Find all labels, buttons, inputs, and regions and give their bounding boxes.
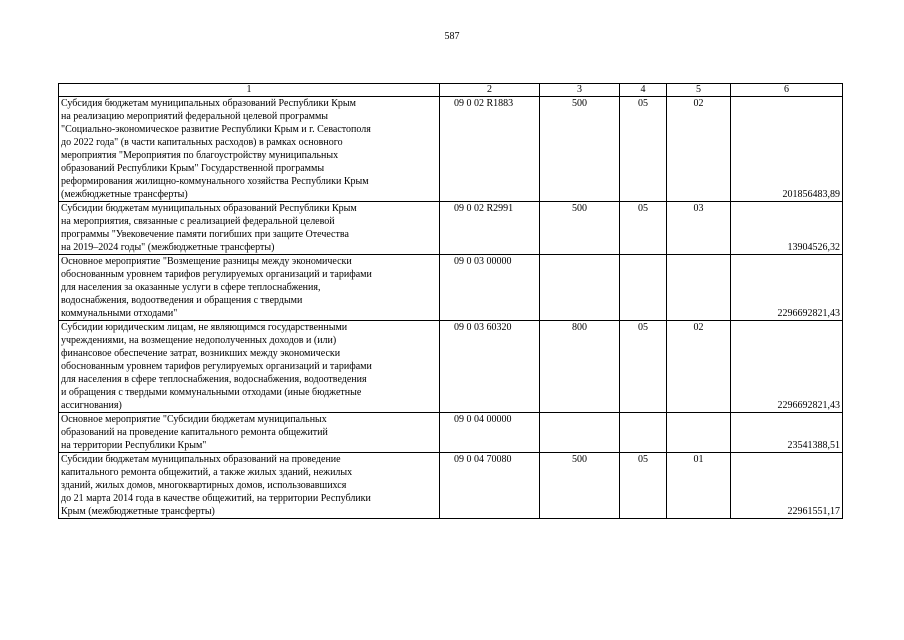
row-name: [59, 413, 440, 453]
table-row: [59, 202, 843, 255]
row-name-line: (межбюджетные трансферты): [61, 189, 188, 200]
row-amount: 201856483,89: [731, 97, 843, 202]
row-section: [620, 255, 667, 321]
budget-table: [58, 83, 843, 519]
row-code: 09 0 02 R1883: [440, 97, 540, 202]
table-row: [59, 97, 843, 202]
row-subsection: 02: [667, 97, 731, 202]
row-expense-type: 500: [540, 202, 620, 255]
row-amount: 13904526,32: [731, 202, 843, 255]
table-header-row: [59, 84, 843, 97]
row-name-line: на 2019–2024 годы" (межбюджетные трансферты): [61, 242, 275, 253]
table-row: [59, 255, 843, 321]
table-row: [59, 413, 843, 453]
table-row: [59, 453, 843, 519]
row-expense-type: 500: [540, 453, 620, 519]
row-expense-type: [540, 255, 620, 321]
row-name-line: коммунальными отходами": [61, 308, 178, 319]
page-number: 587: [444, 31, 460, 42]
column-header: 1: [59, 84, 440, 97]
row-amount: 22961551,17: [731, 453, 843, 519]
row-name: [59, 321, 440, 413]
row-name-line: капитального ремонта общежитий, а также жилых зданий, нежилых: [61, 467, 353, 478]
row-name: [59, 255, 440, 321]
row-code: 09 0 02 R2991: [440, 202, 540, 255]
row-section: 05: [620, 97, 667, 202]
row-name-line: и обращения с твердыми коммунальными отходами (иные бюджетные: [61, 387, 362, 398]
row-name-line: Основное мероприятие "Субсидии бюджетам муниципальных: [61, 414, 327, 425]
column-header: 3: [540, 84, 620, 97]
row-name-line: "Социально-экономическое развитие Республики Крым и г. Севастополя: [61, 124, 371, 135]
row-name: [59, 97, 440, 202]
row-subsection: 03: [667, 202, 731, 255]
row-expense-type: 800: [540, 321, 620, 413]
row-name-line: до 2022 года" (в части капитальных расходов) в рамках основного: [61, 137, 343, 148]
row-name-line: для населения за оказанные услуги в сфере теплоснабжения,: [61, 282, 321, 293]
row-name-line: на территории Республики Крым": [61, 440, 207, 451]
row-name: [59, 202, 440, 255]
row-section: 05: [620, 202, 667, 255]
table-row: [59, 321, 843, 413]
row-name-line: программы "Увековечение памяти погибших при защите Отечества: [61, 229, 349, 240]
row-section: 05: [620, 321, 667, 413]
row-name-line: образований на проведение капитального ремонта общежитий: [61, 427, 328, 438]
column-header: 2: [440, 84, 540, 97]
row-name-line: образований Республики Крым" Государственной программы: [61, 163, 325, 174]
row-name-line: Субсидии юридическим лицам, не являющимся государственными: [61, 322, 348, 333]
row-name-line: на мероприятия, связанные с реализацией федеральной целевой: [61, 216, 335, 227]
row-name-line: обоснованным уровнем тарифов регулируемых организаций и тарифами: [61, 361, 372, 372]
row-name: [59, 453, 440, 519]
row-name-line: Субсидии бюджетам муниципальных образований на проведение: [61, 454, 341, 465]
row-name-line: водоснабжения, водоотведения и обращения с твердыми: [61, 295, 303, 306]
row-amount: 23541388,51: [731, 413, 843, 453]
column-header: 4: [620, 84, 667, 97]
row-expense-type: 500: [540, 97, 620, 202]
row-code: 09 0 04 00000: [440, 413, 540, 453]
row-name-line: учреждениями, на возмещение недополученных доходов и (или): [61, 335, 337, 346]
row-name-line: обоснованным уровнем тарифов регулируемых организаций и тарифами: [61, 269, 372, 280]
row-subsection: 02: [667, 321, 731, 413]
row-name-line: Субсидии бюджетам муниципальных образований Республики Крым: [61, 203, 357, 214]
row-code: 09 0 03 00000: [440, 255, 540, 321]
row-name-line: для населения в сфере теплоснабжения, водоснабжения, водоотведения: [61, 374, 367, 385]
row-name-line: до 21 марта 2014 года в качестве общежитий, на территории Республики: [61, 493, 371, 504]
row-subsection: [667, 255, 731, 321]
row-name-line: на реализацию мероприятий федеральной целевой программы: [61, 111, 329, 122]
row-name-line: ассигнования): [61, 400, 122, 411]
column-header: 6: [731, 84, 843, 97]
row-subsection: [667, 413, 731, 453]
row-name-line: Крым (межбюджетные трансферты): [61, 506, 215, 517]
row-name-line: мероприятия "Мероприятия по благоустройству муниципальных: [61, 150, 339, 161]
row-code: 09 0 04 70080: [440, 453, 540, 519]
row-name-line: зданий, жилых домов, многоквартирных домов, использовавшихся: [61, 480, 347, 491]
row-expense-type: [540, 413, 620, 453]
row-section: [620, 413, 667, 453]
row-code: 09 0 03 60320: [440, 321, 540, 413]
row-name-line: реформирования жилищно-коммунального хозяйства Республики Крым: [61, 176, 369, 187]
row-subsection: 01: [667, 453, 731, 519]
column-header: 5: [667, 84, 731, 97]
row-name-line: финансовое обеспечение затрат, возникших между экономически: [61, 348, 341, 359]
row-amount: 2296692821,43: [731, 255, 843, 321]
row-name-line: Основное мероприятие "Возмещение разницы между экономически: [61, 256, 352, 267]
row-section: 05: [620, 453, 667, 519]
row-amount: 2296692821,43: [731, 321, 843, 413]
row-name-line: Субсидия бюджетам муниципальных образований Республики Крым: [61, 98, 356, 109]
